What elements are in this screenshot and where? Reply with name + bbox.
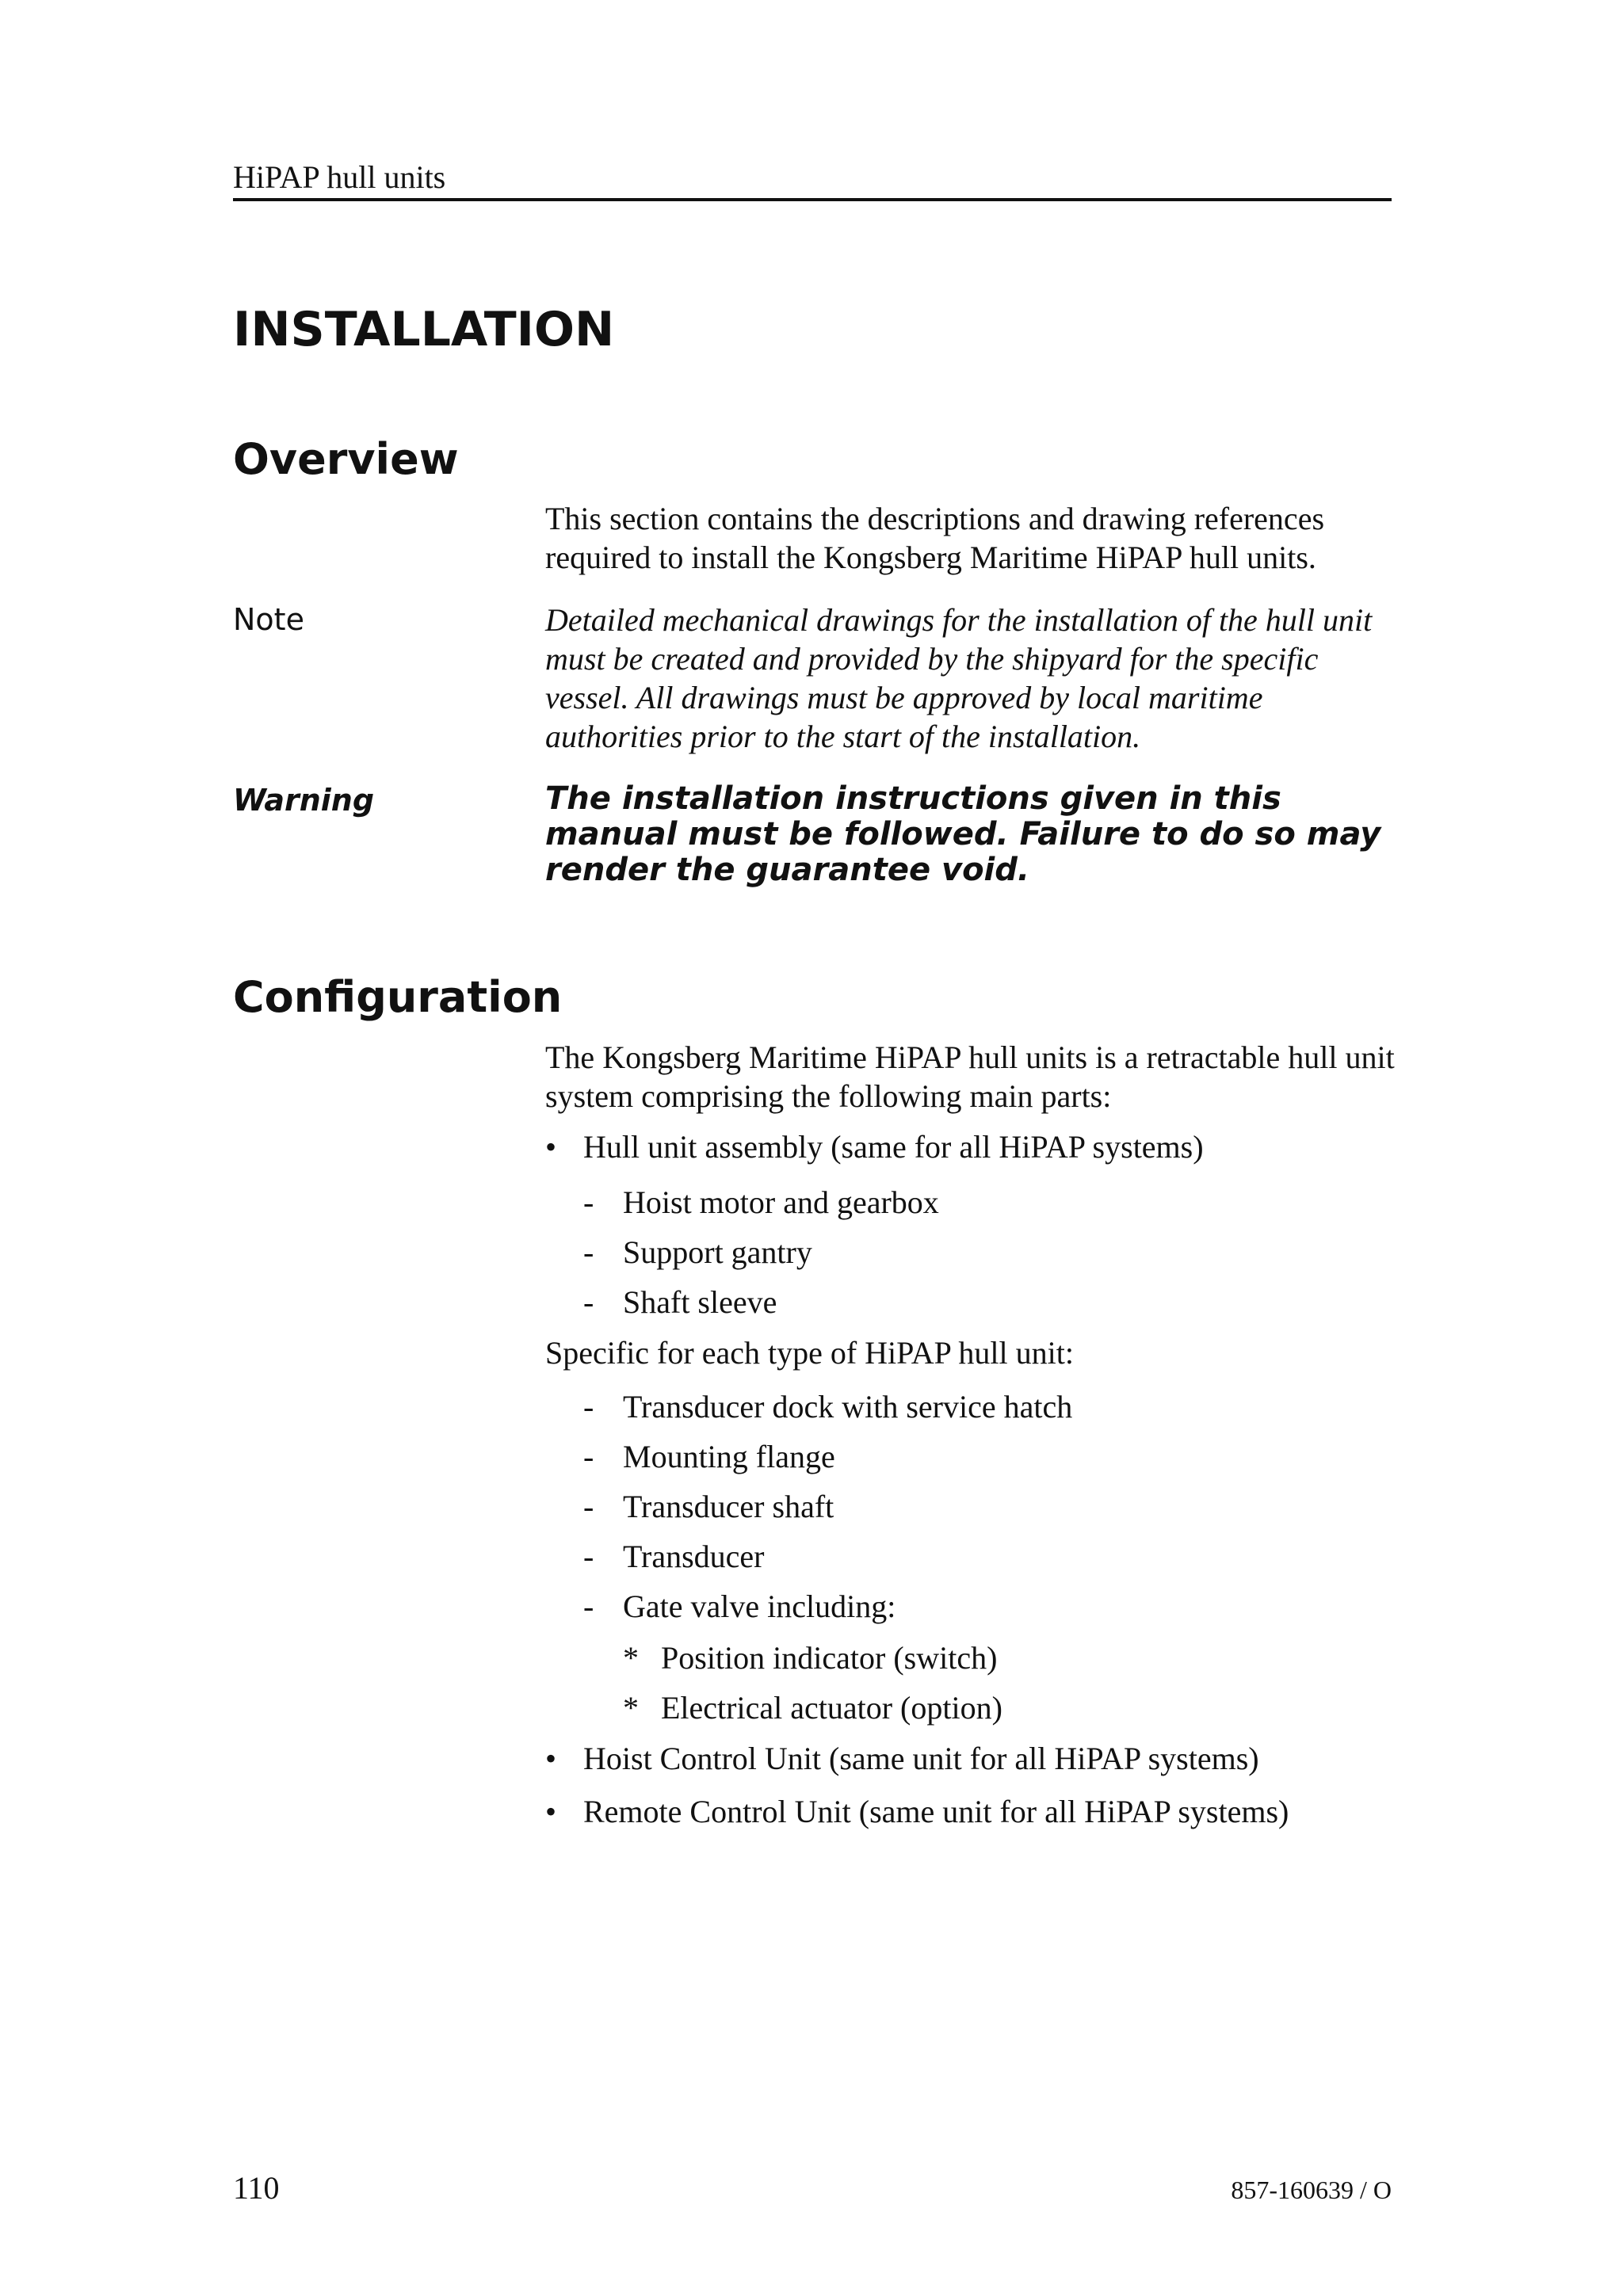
list-item-text: Transducer dock with service hatch [623, 1389, 1073, 1425]
list-item [0, 1791, 1623, 1833]
dash-mark: - [583, 1284, 594, 1320]
list-item-text: Electrical actuator (option) [661, 1690, 1002, 1726]
list-item-text: Gate valve including: [623, 1589, 896, 1624]
header-rule [233, 198, 1392, 201]
list-item-text: Shaft sleeve [623, 1284, 777, 1320]
warning-label: Warning [233, 783, 375, 818]
section-title-configuration: Configuration [233, 972, 563, 1022]
section-title-overview: Overview [233, 434, 459, 484]
dash-mark: - [583, 1234, 594, 1270]
dash-mark: - [583, 1439, 594, 1474]
list-item-text: Hoist Control Unit (same unit for all HiPAP systems) [583, 1741, 1259, 1776]
list-item-text: Support gantry [623, 1234, 812, 1270]
star-mark: * [623, 1640, 639, 1676]
list-item [0, 1386, 1623, 1428]
list-item-text: Position indicator (switch) [661, 1640, 998, 1676]
list-item-text: Hoist motor and gearbox [623, 1184, 939, 1220]
list-item-text: Hull unit assembly (same for all HiPAP systems) [583, 1129, 1204, 1165]
dash-mark: - [583, 1489, 594, 1524]
configuration-intro: The Kongsberg Maritime HiPAP hull units is a retractable hull unit system comprising the following main parts: [545, 1039, 1395, 1114]
list-item [0, 1586, 1623, 1627]
list-item-text: Mounting flange [623, 1439, 835, 1474]
list-item [0, 1738, 1623, 1779]
note-text: Detailed mechanical drawings for the installation of the hull unit must be created and provided by the shipyard for the specific vessel. All drawings must be approved by local maritime authorities prior to the start of the installation. [545, 602, 1373, 754]
list-item-text: Transducer shaft [623, 1489, 834, 1524]
list-item [0, 1536, 1623, 1577]
list-item-text: Remote Control Unit (same unit for all HiPAP systems) [583, 1794, 1289, 1829]
specific-line: Specific for each type of HiPAP hull unit: [545, 1335, 1074, 1371]
list-item [0, 1436, 1623, 1478]
list-item [0, 1127, 1623, 1168]
list-item [0, 1638, 1623, 1679]
star-mark: * [623, 1690, 639, 1726]
dash-mark: - [583, 1539, 594, 1574]
chapter-title: INSTALLATION [233, 302, 615, 357]
warning-text: The installation instructions given in this manual must be followed. Failure to do so may render the guarantee void. [545, 780, 1381, 888]
list-item [0, 1688, 1623, 1729]
document-number: 857-160639 / O [1231, 2176, 1392, 2204]
note-label: Note [233, 602, 304, 637]
dash-mark: - [583, 1589, 594, 1624]
page-number: 110 [233, 2170, 280, 2206]
bullet-mark: • [545, 1129, 557, 1165]
bullet-mark: • [545, 1794, 557, 1829]
list-item-text: Transducer [623, 1539, 765, 1574]
list-item [0, 1486, 1623, 1527]
dash-mark: - [583, 1184, 594, 1220]
dash-mark: - [583, 1389, 594, 1425]
list-item [0, 1182, 1623, 1223]
running-header: HiPAP hull units [233, 159, 446, 195]
overview-paragraph: This section contains the descriptions and drawing references required to install the Kongsberg Maritime HiPAP hull units. [545, 501, 1325, 575]
list-item [0, 1232, 1623, 1273]
list-item [0, 1282, 1623, 1323]
bullet-mark: • [545, 1741, 557, 1776]
